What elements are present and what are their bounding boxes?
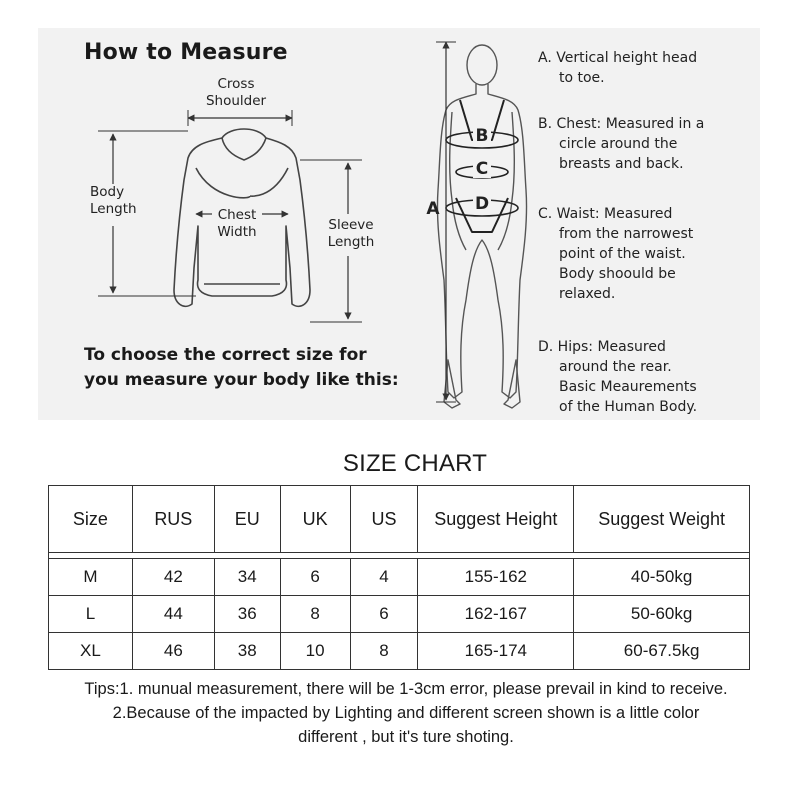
table-cell: L bbox=[49, 596, 133, 633]
sleeve-length-label: Sleeve Length bbox=[316, 217, 386, 251]
column-header: Suggest Weight bbox=[574, 486, 750, 553]
table-cell: M bbox=[49, 559, 133, 596]
chest-width-label: Chest Width bbox=[217, 207, 257, 240]
tips-line-3: different , but it's ture shoting. bbox=[298, 728, 514, 746]
figure-label-d: D bbox=[474, 194, 490, 214]
how-to-measure-heading: How to Measure bbox=[84, 40, 288, 65]
table-cell: 8 bbox=[280, 596, 350, 633]
table-cell: 4 bbox=[350, 559, 418, 596]
table-cell: 36 bbox=[214, 596, 280, 633]
note-a-line-2: to toe. bbox=[559, 70, 605, 86]
table-cell: 6 bbox=[280, 559, 350, 596]
note-waist bbox=[538, 204, 693, 304]
table-row bbox=[49, 633, 750, 670]
note-b-line-1: B. Chest: Measured in a bbox=[538, 116, 705, 132]
table-cell: 8 bbox=[350, 633, 418, 670]
note-c-line-2: from the narrowest bbox=[559, 226, 694, 242]
table-cell: 46 bbox=[132, 633, 214, 670]
table-cell: 165-174 bbox=[418, 633, 574, 670]
table-row bbox=[49, 559, 750, 596]
table-cell: 6 bbox=[350, 596, 418, 633]
note-d-line-4: of the Human Body. bbox=[559, 399, 698, 415]
table-cell: 38 bbox=[214, 633, 280, 670]
table-row bbox=[49, 596, 750, 633]
column-header: RUS bbox=[132, 486, 214, 553]
body-figure-icon bbox=[437, 45, 526, 408]
figure-label-c: C bbox=[473, 161, 491, 178]
table-cell: 40-50kg bbox=[574, 559, 750, 596]
table-cell: 42 bbox=[132, 559, 214, 596]
column-header: EU bbox=[214, 486, 280, 553]
body-length-label: Body Length bbox=[90, 184, 150, 218]
note-c-line-3: point of the waist. bbox=[559, 246, 686, 262]
column-header: Suggest Height bbox=[418, 486, 574, 553]
note-b-line-3: breasts and back. bbox=[559, 156, 684, 172]
note-a-line-1: A. Vertical height head bbox=[538, 50, 698, 66]
tips-section bbox=[0, 677, 800, 749]
column-header: UK bbox=[280, 486, 350, 553]
choose-line-2: you measure your body like this: bbox=[84, 370, 399, 390]
size-chart-table bbox=[48, 485, 750, 670]
note-vertical-height bbox=[538, 48, 697, 88]
cross-shoulder-label: Cross Shoulder bbox=[205, 76, 267, 109]
column-header: US bbox=[350, 486, 418, 553]
table-cell: 155-162 bbox=[418, 559, 574, 596]
table-header-row bbox=[49, 486, 750, 553]
choose-size-instruction bbox=[84, 343, 444, 393]
note-b-line-2: circle around the bbox=[559, 136, 678, 152]
note-d-line-1: D. Hips: Measured bbox=[538, 339, 666, 355]
table-cell: 50-60kg bbox=[574, 596, 750, 633]
column-header: Size bbox=[49, 486, 133, 553]
note-d-line-3: Basic Meaurements bbox=[559, 379, 697, 395]
figure-label-b: B bbox=[473, 128, 491, 145]
note-c-line-1: C. Waist: Measured bbox=[538, 206, 673, 222]
note-chest bbox=[538, 114, 704, 174]
tips-line-1: Tips:1. munual measurement, there will be 1-3cm error, please prevail in kind to receive. bbox=[84, 680, 728, 698]
note-hips bbox=[538, 337, 697, 417]
table-cell: 60-67.5kg bbox=[574, 633, 750, 670]
note-d-line-2: around the rear. bbox=[559, 359, 672, 375]
table-cell: XL bbox=[49, 633, 133, 670]
table-cell: 10 bbox=[280, 633, 350, 670]
tips-line-2: 2.Because of the impacted by Lighting and different screen shown is a little color bbox=[112, 704, 700, 722]
table-cell: 44 bbox=[132, 596, 214, 633]
table-cell: 162-167 bbox=[418, 596, 574, 633]
choose-line-1: To choose the correct size for bbox=[84, 345, 367, 365]
size-chart-title: SIZE CHART bbox=[342, 450, 488, 477]
figure-label-a: A bbox=[426, 199, 440, 219]
note-c-line-4: Body shoould be bbox=[559, 266, 676, 282]
note-c-line-5: relaxed. bbox=[559, 286, 616, 302]
table-cell: 34 bbox=[214, 559, 280, 596]
